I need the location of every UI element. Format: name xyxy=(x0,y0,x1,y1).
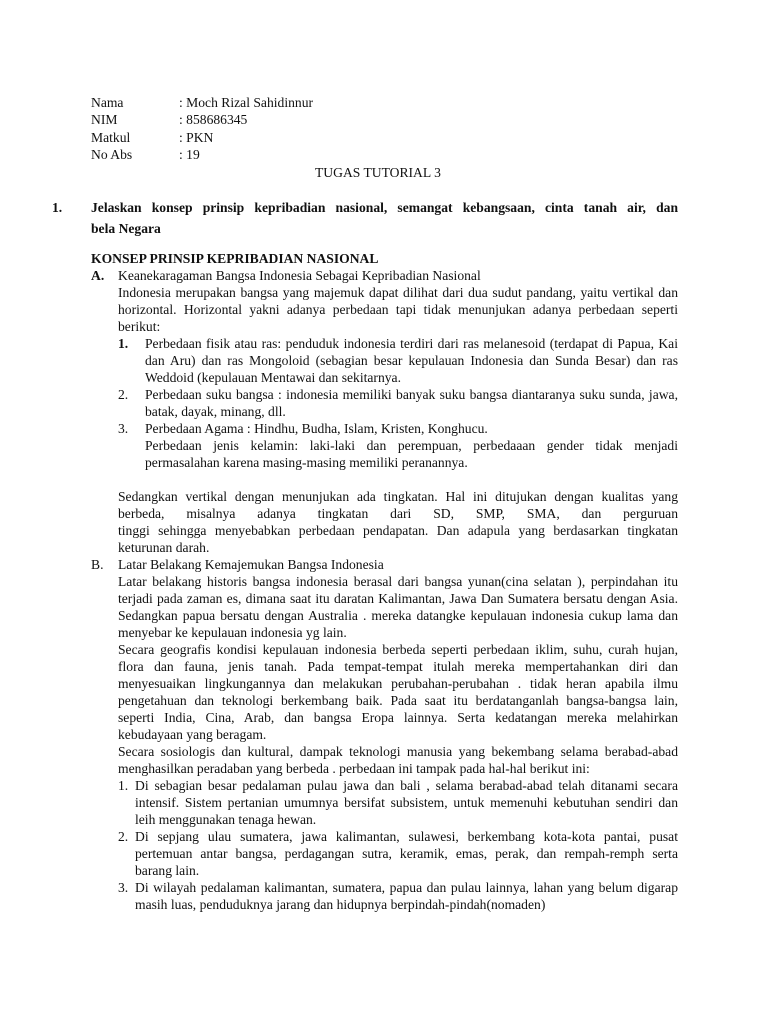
section-a-letter: A. xyxy=(91,268,105,283)
question-line: Jelaskan konsep prinsip kepribadian nasional, semangat kebangsaan, cinta tanah air, dan xyxy=(91,200,678,215)
paragraph-line: kebudayaan yang beragam. xyxy=(118,727,267,742)
list-line: Di sebagian besar pedalaman pulau jawa dan bali , selama berabad-abad telah ditanami secara xyxy=(135,778,678,793)
section-a-title: Keanekaragaman Bangsa Indonesia Sebagai Kepribadian Nasional xyxy=(118,268,481,283)
value-no-abs: : 19 xyxy=(179,147,200,162)
list-number: 3. xyxy=(118,880,129,895)
label-matkul: Matkul xyxy=(91,130,131,145)
paragraph-line: berikut: xyxy=(118,319,161,334)
paragraph-line: terjadi pada zaman es, dimana saat itu daratan Kalimantan, Jawa Dan Sumatera bersatu dengan Asia. xyxy=(118,591,678,606)
label-nim: NIM xyxy=(91,112,118,127)
paragraph-line: horizontal. Horizontal yakni adanya perbedaan tapi tidak menunjukan adanya perbedaan seperti xyxy=(118,302,678,317)
list-line: masih luas, penduduknya jarang dan hidupnya berpindah-pindah(nomaden) xyxy=(135,897,546,912)
paragraph-line: seperti India, Cina, Arab, dan bangsa Eropa lainnya. Serta kedatangan mereka melahirkan xyxy=(118,710,678,725)
document-title: TUGAS TUTORIAL 3 xyxy=(315,165,441,180)
list-line: dan Aru) dan ras Mongoloid (sebagian besar kepulauan Indonesia dan Sunda Besar) dan ras xyxy=(145,353,678,368)
paragraph-line: Latar belakang historis bangsa indonesia berasal dari bangsa yunan(cina selatan ), perpindahan itu xyxy=(118,574,678,589)
question-number: 1. xyxy=(52,200,63,215)
list-line: Perbedaan fisik atau ras: penduduk indonesia terdiri dari ras melanesoid (terdapat di Papua, Kai xyxy=(145,336,678,351)
section-heading: KONSEP PRINSIP KEPRIBADIAN NASIONAL xyxy=(91,251,379,266)
paragraph-line: Indonesia merupakan bangsa yang majemuk dapat dilihat dari dua sudut pandang, yaitu vertikal dan xyxy=(118,285,678,300)
paragraph-line: Sedangkan vertikal dengan menunjukan ada tingkatan. Hal ini ditujukan dengan kualitas yang xyxy=(118,489,678,504)
list-number: 2. xyxy=(118,829,129,844)
paragraph-line: Secara geografis kondisi kepulauan indonesia berbeda seperti perbedaan iklim, suhu, curah hujan, xyxy=(118,642,678,657)
label-nama: Nama xyxy=(91,95,124,110)
list-line: intensif. Sistem pertanian umumnya bersifat subsistem, untuk memenuhi kebutuhan sendiri dan xyxy=(135,795,678,810)
label-no-abs: No Abs xyxy=(91,147,133,162)
list-line: Di sepjang ulau sumatera, jawa kalimantan, sulawesi, berkembang kota-kota pantai, pusat xyxy=(135,829,678,844)
paragraph-line: Secara sosiologis dan kultural, dampak teknologi manusia yang bekembang selama berabad-abad xyxy=(118,744,678,759)
list-line: permasalahan karena masing-masing memiliki peranannya. xyxy=(145,455,468,470)
section-b-letter: B. xyxy=(91,557,104,572)
list-number: 2. xyxy=(118,387,129,402)
question-line: bela Negara xyxy=(91,221,161,236)
list-line: leih menggunakan tenaga hewan. xyxy=(135,812,317,827)
paragraph-line: keturunan darah. xyxy=(118,540,210,555)
list-line: barang lain. xyxy=(135,863,200,878)
paragraph-line: tinggi sehingga menyebabkan perbedaan pendapatan. Dan adapula yang berdasarkan tingkatan xyxy=(118,523,678,538)
list-line: Perbedaan Agama : Hindhu, Budha, Islam, Kristen, Konghucu. xyxy=(145,421,488,436)
list-number: 1. xyxy=(118,336,129,351)
list-line: Perbedaan suku bangsa : indonesia memiliki banyak suku bangsa diantaranya suku sunda, jawa, xyxy=(145,387,678,402)
value-matkul: : PKN xyxy=(179,130,214,145)
list-number: 1. xyxy=(118,778,129,793)
list-line: batak, dayak, minang, dll. xyxy=(145,404,286,419)
list-line: Weddoid (kepulauan Mentawai dan sekitarnya. xyxy=(145,370,401,385)
paragraph-line: flora dan fauna, jenis tanah. Pada tempat-tempat itulah mereka mempertahankan diri dan xyxy=(118,659,678,674)
list-line: Di wilayah pedalaman kalimantan, sumatera, papua dan pulau lainnya, lahan yang belum digarap xyxy=(135,880,678,895)
section-b-title: Latar Belakang Kemajemukan Bangsa Indonesia xyxy=(118,557,384,572)
list-line: pertemuan antar bangsa, perdagangan sutra, keramik, emas, perak, dan rempah-remph serta xyxy=(135,846,678,861)
paragraph-line: berbeda, misalnya adanya tingkatan dari SD, SMP, SMA, dan perguruan xyxy=(118,506,678,521)
paragraph-line: Sedangkan papua bersatu dengan Australia . mereka datangke kepulauan indonesia cukup lama dan xyxy=(118,608,678,623)
paragraph-line: pengetahuan dan teknologi berkembang baik. Pada saat itu berdatanganlah bangsa-bangsa lain, xyxy=(118,693,678,708)
value-nama: : Moch Rizal Sahidinnur xyxy=(179,95,314,110)
paragraph-line: menyebar ke kepulauan indonesia yg lain. xyxy=(118,625,347,640)
value-nim: : 858686345 xyxy=(179,112,248,127)
list-line: Perbedaan jenis kelamin: laki-laki dan perempuan, perbedaaan gender tidak menjadi xyxy=(145,438,678,453)
paragraph-line: menyesuaikan lingkungannya dan melakukan perubahan-perubahan . tidak heran apabila ilmu xyxy=(118,676,678,691)
list-number: 3. xyxy=(118,421,129,436)
paragraph-line: menghasilkan peradaban yang berbeda . perbedaan ini tampak pada hal-hal berikut ini: xyxy=(118,761,590,776)
